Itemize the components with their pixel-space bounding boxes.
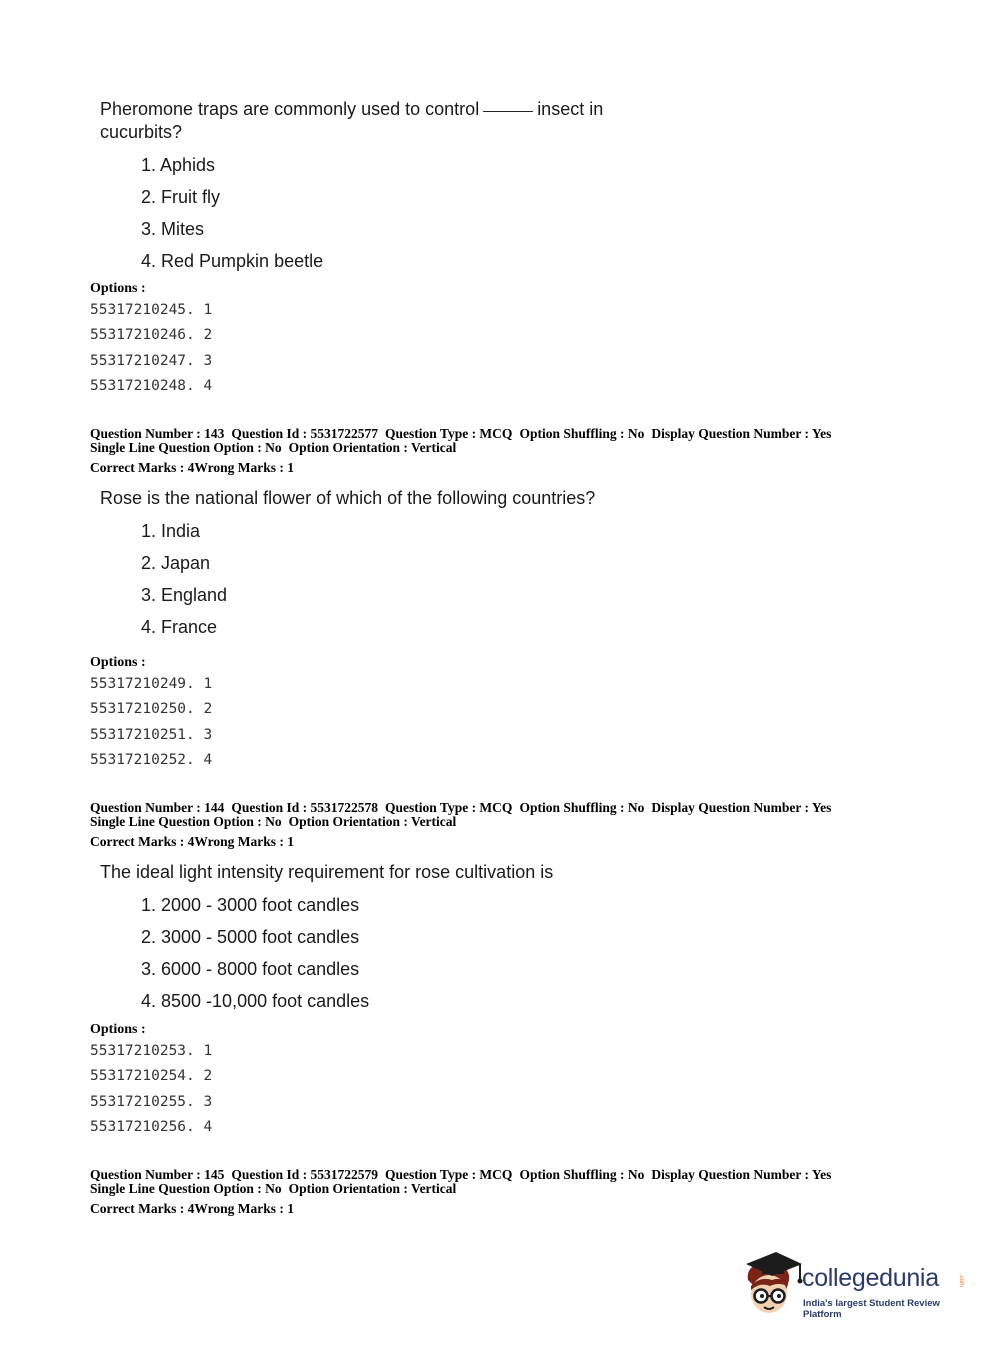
single-line-option: Single Line Question Option : No (90, 814, 282, 829)
option-id-list (90, 674, 212, 775)
choice-list (141, 154, 323, 282)
option-id-item: 55317210255. 3 (90, 1093, 213, 1110)
question-number: Question Number : 144 (90, 800, 225, 815)
question-meta-line2 (90, 441, 831, 455)
option-id-item: 55317210249. 1 (90, 676, 213, 692)
choice-item: 2. Japan (141, 553, 211, 573)
options-label: Options : (90, 281, 146, 296)
choice-item: 2. Fruit fly (141, 187, 221, 207)
question-number: Question Number : 143 (90, 426, 225, 441)
option-id-list (90, 300, 212, 401)
marks-line (90, 834, 294, 850)
question-text: Rose is the national flower of which of the following countries? (100, 488, 596, 508)
option-id-item: 55317210251. 3 (90, 726, 213, 743)
choice-list (141, 520, 227, 648)
question-type: Question Type : MCQ (385, 800, 513, 815)
options-label: Options : (90, 1022, 146, 1037)
question-id: Question Id : 5531722577 (231, 426, 379, 441)
option-id-item: 55317210256. 4 (90, 1118, 213, 1135)
wrong-marks: Wrong Marks : 1 (194, 1201, 294, 1216)
marks-line (90, 460, 294, 476)
single-line-option: Single Line Question Option : No (90, 1181, 282, 1196)
question-meta (90, 801, 831, 829)
question-meta-line1 (90, 427, 831, 441)
question-meta-line2 (90, 815, 831, 829)
logo-tagline: India's largest Student Review Platform (803, 1298, 940, 1320)
choice-item: 4. 8500 -10,000 foot candles (141, 991, 370, 1011)
options-label: Options : (90, 655, 146, 670)
wrong-marks: Wrong Marks : 1 (194, 834, 294, 849)
choice-item: 1. Aphids (141, 155, 216, 175)
question-meta-line2 (90, 1182, 831, 1196)
option-orientation: Option Orientation : Vertical (288, 1181, 457, 1196)
option-id-item: 55317210252. 4 (90, 751, 213, 768)
option-id-item: 55317210254. 2 (90, 1068, 213, 1085)
question-id: Question Id : 5531722578 (231, 800, 379, 815)
option-orientation: Option Orientation : Vertical (288, 440, 457, 455)
choice-item: 3. Mites (141, 219, 205, 239)
display-question-number: Display Question Number : Yes (651, 800, 832, 815)
option-id-item: 55317210250. 2 (90, 701, 213, 718)
logo-domain: .com (958, 1274, 964, 1288)
option-shuffling: Option Shuffling : No (519, 800, 645, 815)
option-id-item: 55317210248. 4 (90, 377, 213, 394)
question-meta-line1 (90, 801, 831, 815)
choice-item: 4. France (141, 617, 218, 637)
question-text-part1: Pheromone traps are commonly used to control (100, 99, 480, 119)
option-shuffling: Option Shuffling : No (519, 426, 645, 441)
question-text (100, 98, 640, 144)
collegedunia-logo (742, 1250, 972, 1320)
option-id-item: 55317210245. 1 (90, 302, 213, 318)
question-number: Question Number : 145 (90, 1167, 225, 1182)
choice-item: 1. India (141, 521, 201, 541)
choice-item: 3. England (141, 585, 228, 605)
option-orientation: Option Orientation : Vertical (288, 814, 457, 829)
option-shuffling: Option Shuffling : No (519, 1167, 645, 1182)
correct-marks: Correct Marks : 4 (90, 834, 195, 849)
question-id: Question Id : 5531722579 (231, 1167, 379, 1182)
display-question-number: Display Question Number : Yes (651, 426, 832, 441)
choice-item: 2. 3000 - 5000 foot candles (141, 927, 360, 947)
option-id-item: 55317210247. 3 (90, 352, 213, 369)
marks-line (90, 1201, 294, 1217)
question-meta (90, 1168, 831, 1196)
option-id-item: 55317210253. 1 (90, 1043, 213, 1059)
display-question-number: Display Question Number : Yes (651, 1167, 832, 1182)
choice-item: 4. Red Pumpkin beetle (141, 251, 324, 271)
wrong-marks: Wrong Marks : 1 (194, 460, 294, 475)
choice-item: 1. 2000 - 3000 foot candles (141, 895, 360, 915)
question-type: Question Type : MCQ (385, 426, 513, 441)
question-meta-line1 (90, 1168, 831, 1182)
single-line-option: Single Line Question Option : No (90, 440, 282, 455)
choice-item: 3. 6000 - 8000 foot candles (141, 959, 360, 979)
question-text: The ideal light intensity requirement for rose cultivation is (100, 862, 554, 882)
choice-list (141, 894, 369, 1022)
mascot-graduation-cap-icon (742, 1250, 804, 1320)
logo-wordmark: collegedunia (802, 1264, 939, 1292)
option-id-item: 55317210246. 2 (90, 327, 213, 344)
correct-marks: Correct Marks : 4 (90, 1201, 195, 1216)
question-text-part2: insect in cucurbits? (100, 99, 604, 142)
question-meta (90, 427, 831, 455)
correct-marks: Correct Marks : 4 (90, 460, 195, 475)
option-id-list (90, 1041, 212, 1142)
question-type: Question Type : MCQ (385, 1167, 513, 1182)
blank-line (483, 111, 533, 112)
